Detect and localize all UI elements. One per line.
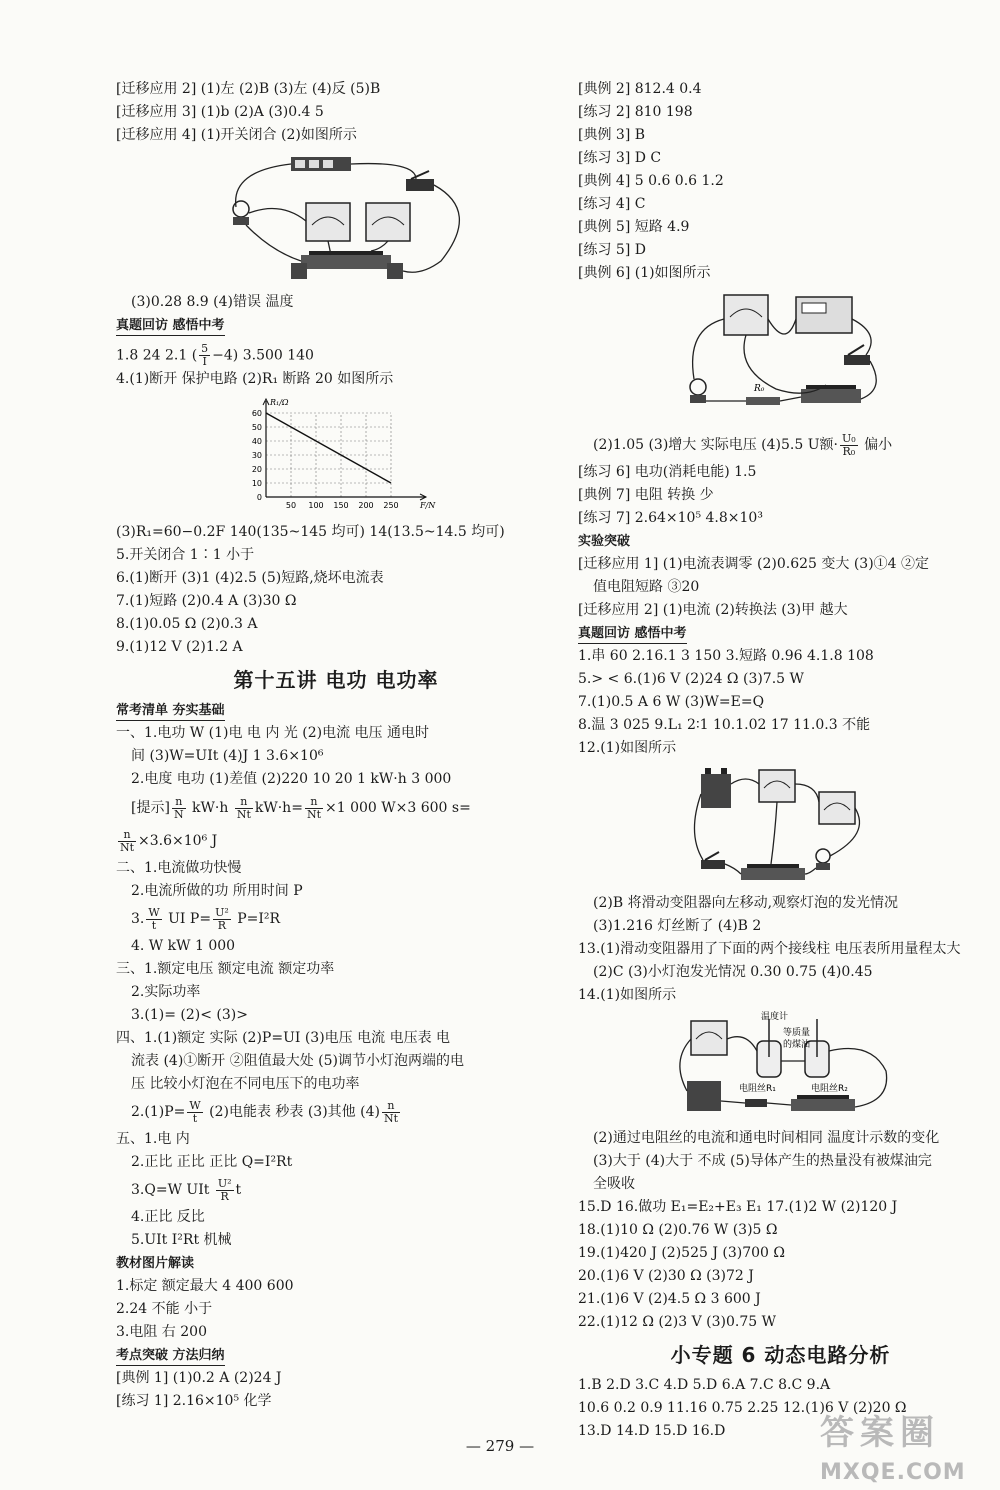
answer-line: (2)1.05 (3)增大 实际电压 (4)5.5 U额· $\frac{\text{U₀}}{\text{R₀}}$ 偏小: [593, 431, 893, 458]
x-tick-label: 50: [285, 501, 297, 510]
right-column: [578, 78, 983, 1443]
answer-line: (3)1.216 灯丝断了 (4)B 2: [593, 918, 762, 934]
answer-line: [练习 1] 2.16×10⁵ 化学: [116, 1393, 272, 1409]
x-tick-label: 100: [308, 501, 324, 510]
circuit-diagram-1: [191, 151, 481, 287]
answer-line: 2.实际功率: [131, 984, 201, 1000]
answer-line: 7.(1)短路 (2)0.4 A (3)30 Ω: [116, 593, 297, 609]
answer-line: 5.开关闭合 1∶1 小于: [116, 547, 255, 563]
circuit-diagram-3: [691, 764, 871, 888]
section-heading: 考点突破 方法归纳: [116, 1347, 225, 1366]
section-heading: 真题回访 感悟中考: [116, 317, 225, 336]
answer-line: 4.(1)断开 保护电路 (2)R₁ 断路 20 如图所示: [116, 371, 394, 387]
answer-line: 值电阻短路 ③20: [593, 579, 700, 595]
answer-line: 19.(1)420 J (2)525 J (3)700 Ω: [578, 1245, 786, 1261]
answer-line: 4.正比 反比: [131, 1209, 205, 1225]
answer-line: [练习 7] 2.64×10⁵ 4.8×10³: [578, 510, 763, 526]
answer-line: 五、1.电 内: [116, 1131, 190, 1147]
answer-line: 3.(1)= (2)< (3)>: [131, 1007, 248, 1023]
answer-line: 2.(1)P= $\frac{W}{t}$ (2)电能表 秒表 (3)其他 (4) $\frac{n}{Nt}$: [131, 1098, 398, 1125]
answer-line: [典例 1] (1)0.2 A (2)24 J: [116, 1370, 282, 1386]
answer-line: 2.正比 正比 正比 Q=I²Rt: [131, 1154, 293, 1170]
r1-f-graph: [236, 395, 436, 517]
answer-line: 全吸收: [593, 1176, 635, 1192]
answer-line: 9.(1)12 V (2)1.2 A: [116, 639, 243, 655]
answer-line: [迁移应用 3] (1)b (2)A (3)0.4 5: [116, 104, 324, 120]
answer-line: 8.(1)0.05 Ω (2)0.3 A: [116, 616, 258, 632]
answer-line: [典例 4] 5 0.6 0.6 1.2: [578, 173, 724, 189]
y-tick-label: 40: [251, 437, 262, 446]
answer-line: 2.24 不能 小于: [116, 1301, 213, 1317]
answer-line: [迁移应用 1] (1)电流表调零 (2)0.625 变大 (3)①4 ②定: [578, 556, 930, 572]
watermark-logo: 答案圈 MXQE.COM: [820, 1413, 966, 1485]
y-tick-label: 60: [251, 409, 262, 418]
answer-line: 4. W kW 1 000: [131, 938, 236, 954]
answer-line: 22.(1)12 Ω (2)3 V (3)0.75 W: [578, 1314, 777, 1330]
svg-text:的煤油: 的煤油: [782, 1040, 810, 1050]
section-heading: 教材图片解读: [116, 1256, 195, 1271]
section-heading: 常考清单 夯实基础: [116, 702, 225, 721]
answer-line: 3. $\frac{W}{t}$ UI P= $\frac{\text{U²}}{R}$ P=I²R: [131, 905, 281, 932]
data-line: [266, 413, 391, 483]
answer-line: 3.电阻 右 200: [116, 1324, 207, 1340]
answer-line: 13.D 14.D 15.D 16.D: [578, 1423, 726, 1439]
answer-line: (3)大于 (4)大于 不成 (5)导体产生的热量没有被煤油完: [593, 1153, 932, 1169]
y-tick-label: 10: [251, 479, 262, 488]
answer-line: 流表 (4)①断开 ②阻值最大处 (5)调节小灯泡两端的电: [131, 1053, 465, 1069]
answer-line: 5.UIt I²Rt 机械: [131, 1232, 232, 1248]
x-tick-label: 250: [383, 501, 399, 510]
answer-line: 1.串 60 2.16.1 3 150 3.短路 0.96 4.1.8 108: [578, 648, 874, 664]
answer-line: 13.(1)滑动变阻器用了下面的两个接线柱 电压表所用量程太大: [578, 941, 961, 957]
left-column: [116, 78, 556, 1413]
answer-line: [练习 5] D: [578, 242, 646, 258]
answer-line: 2.电度 电功 (1)差值 (2)220 10 20 1 kW·h 3 000: [131, 771, 452, 787]
answer-line: 三、1.额定电压 额定电流 额定功率: [116, 961, 335, 977]
answer-line: 间 (3)W=UIt (4)J 1 3.6×10⁶: [131, 748, 324, 764]
answer-line: 7.(1)0.5 A 6 W (3)W=E=Q: [578, 694, 765, 710]
answer-line: [迁移应用 4] (1)开关闭合 (2)如图所示: [116, 127, 357, 143]
answer-line: 2.电流所做的功 所用时间 P: [131, 883, 303, 899]
answer-line: 压 比较小灯泡在不同电压下的电功率: [131, 1076, 360, 1092]
answer-line: (3)R₁=60−0.2F 140(135~145 均可) 14(13.5~14.5 均可): [116, 524, 505, 540]
svg-text:电阻丝R₂: 电阻丝R₂: [810, 1084, 848, 1094]
y-tick-label: 0: [256, 493, 262, 502]
answer-line: 1.标定 额定最大 4 400 600: [116, 1278, 294, 1294]
answer-line: 8.温 3 025 9.L₁ 2∶1 10.1.02 17 11.0.3 不能: [578, 717, 871, 733]
answer-line: [练习 2] 810 198: [578, 104, 693, 120]
answer-line: 6.(1)断开 (3)1 (4)2.5 (5)短路,烧坏电流表: [116, 570, 384, 586]
answer-line: [迁移应用 2] (1)电流 (2)转换法 (3)甲 越大: [578, 602, 848, 618]
answer-line: 12.(1)如图所示: [578, 740, 677, 756]
topic-title: 小专题 6 动态电路分析: [670, 1343, 891, 1367]
answer-line: [典例 2] 812.4 0.4: [578, 81, 702, 97]
answer-line: (2)B 将滑动变阻器向左移动,观察灯泡的发光情况: [593, 895, 899, 911]
answer-line: (2)通过电阻丝的电流和通电时间相同 温度计示数的变化: [593, 1130, 940, 1146]
answer-line: 3.Q=W UIt $\frac{\text{U²}}{R}$ t: [131, 1176, 242, 1203]
y-axis-label: R₁/Ω: [270, 398, 289, 407]
circuit-diagram-2: [676, 289, 886, 425]
svg-text:R₀: R₀: [753, 384, 764, 394]
answer-line: 15.D 16.做功 E₁=E₂+E₃ E₁ 17.(1)2 W (2)120 J: [578, 1199, 898, 1215]
answer-line: 四、1.(1)额定 实际 (2)P=UI (3)电压 电流 电压表 电: [116, 1030, 451, 1046]
answer-line: 14.(1)如图所示: [578, 987, 677, 1003]
answer-line: [典例 3] B: [578, 127, 646, 143]
answer-line: 21.(1)6 V (2)4.5 Ω 3 600 J: [578, 1291, 761, 1307]
answer-line: 1.B 2.D 3.C 4.D 5.D 6.A 7.C 8.C 9.A: [578, 1377, 831, 1393]
y-tick-label: 20: [251, 465, 262, 474]
y-tick-label: 30: [251, 451, 262, 460]
answer-line: [迁移应用 2] (1)左 (2)B (3)左 (4)反 (5)B: [116, 81, 381, 97]
svg-text:温度计: 温度计: [760, 1012, 788, 1022]
answer-line: (2)C (3)小灯泡发光情况 0.30 0.75 (4)0.45: [593, 964, 873, 980]
answer-line: 1.8 24 2.1 ( $\frac{5}{I}$ −4) 3.500 140: [116, 342, 314, 368]
x-tick-label: 200: [358, 501, 374, 510]
x-tick-label: 150: [333, 501, 349, 510]
y-tick-label: 50: [251, 423, 262, 432]
lesson-title: 第十五讲 电功 电功率: [233, 668, 439, 692]
circuit-diagram-4: [661, 1011, 901, 1123]
answer-line: [典例 6] (1)如图所示: [578, 265, 711, 281]
answer-line: (3)0.28 8.9 (4)错误 温度: [131, 294, 294, 310]
answer-line: [典例 7] 电阻 转换 少: [578, 487, 714, 503]
answer-line: 20.(1)6 V (2)30 Ω (3)72 J: [578, 1268, 754, 1284]
section-heading: 实验突破: [578, 534, 631, 549]
answer-line: [练习 6] 电功(消耗电能) 1.5: [578, 464, 757, 480]
hint-line: [提示] $\frac{n}{N}$ kW·h $\frac{n}{Nt}$ kW·h= $\frac{n}{Nt}$ ×1 000 W×3 600 s=: [131, 794, 471, 821]
hint-line: $\frac{n}{Nt}$ ×3.6×10⁶ J: [120, 827, 218, 854]
answer-line: [练习 3] D C: [578, 150, 662, 166]
answer-line: 一、1.电功 W (1)电 电 内 光 (2)电流 电压 通电时: [116, 725, 430, 741]
page-number: — 279 —: [465, 1437, 535, 1455]
fraction: $\frac{5}{I}$: [201, 342, 209, 368]
answer-line: 二、1.电流做功快慢: [116, 860, 242, 876]
x-axis-label: F/N: [420, 501, 436, 510]
section-heading: 真题回访 感悟中考: [578, 625, 687, 644]
answer-line: [练习 4] C: [578, 196, 646, 212]
svg-text:等质量: 等质量: [782, 1028, 810, 1038]
answer-line: 5.> < 6.(1)6 V (2)24 Ω (3)7.5 W: [578, 671, 804, 687]
answer-line: [典例 5] 短路 4.9: [578, 219, 690, 235]
svg-text:电阻丝R₁: 电阻丝R₁: [738, 1084, 776, 1094]
answer-line: 10.6 0.2 0.9 11.16 0.75 2.25 12.(1)6 V (2)20 Ω: [578, 1400, 907, 1416]
answer-line: 18.(1)10 Ω (2)0.76 W (3)5 Ω: [578, 1222, 778, 1238]
